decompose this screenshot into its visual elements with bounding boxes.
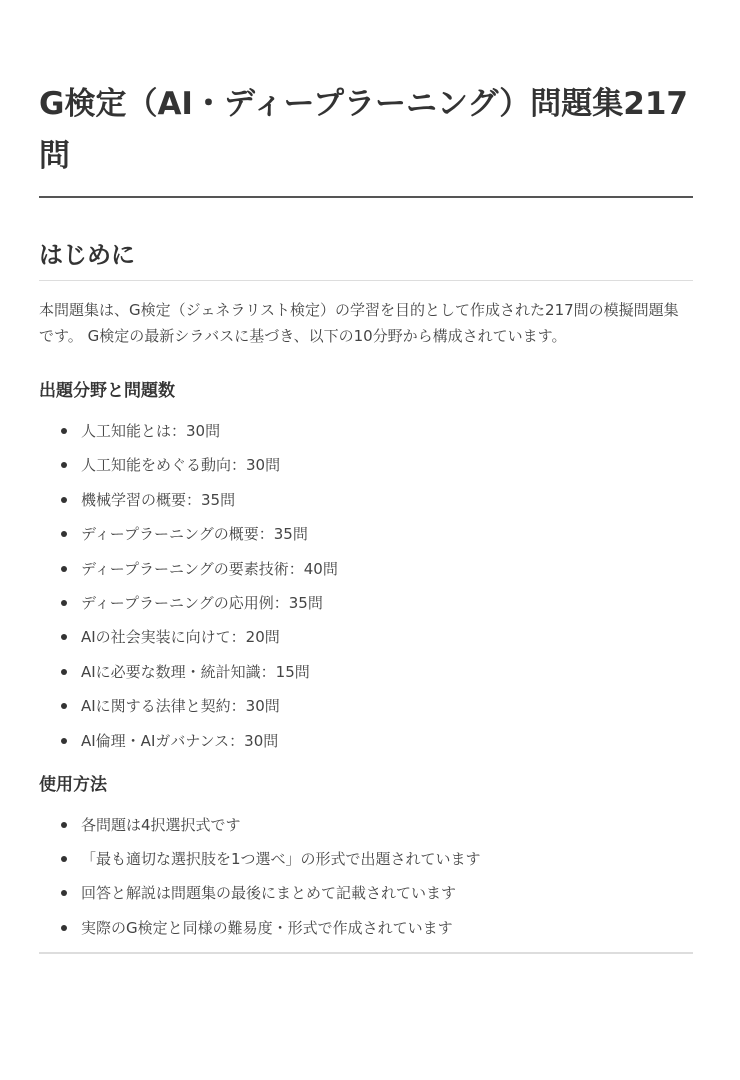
bullet-icon [61,497,67,503]
usage-item-text: 実際のG検定と同様の難易度・形式で作成されています [81,918,453,937]
bullet-icon [61,703,67,709]
bottom-divider [39,952,693,954]
usage-heading: 使用方法 [39,774,107,795]
bullet-icon [61,738,67,744]
field-item-text: ディープラーニングの応用例：35問 [81,593,323,612]
list-item [61,591,693,615]
list-item [61,881,693,905]
bullet-icon [61,669,67,675]
list-item [61,453,693,477]
list-item [61,813,693,837]
bullet-icon [61,822,67,828]
document-content [39,78,693,954]
list-item [61,660,693,684]
field-item-text: AI倫理・AIガバナンス：30問 [81,731,279,750]
field-item-text: AIに必要な数理・統計知識：15問 [81,662,310,681]
field-item-text: 機械学習の概要：35問 [81,490,236,509]
intro-heading: はじめに [39,238,693,281]
list-item [61,694,693,718]
bullet-icon [61,856,67,862]
field-item-text: ディープラーニングの要素技術：40問 [81,559,338,578]
bullet-icon [61,634,67,640]
bullet-icon [61,428,67,434]
bullet-icon [61,531,67,537]
usage-item-text: 各問題は4択選択式です [81,815,241,834]
usage-item-text: 「最も適切な選択肢を1つ選べ」の形式で出題されています [81,849,481,868]
bullet-icon [61,462,67,468]
list-item [61,916,693,940]
list-item [61,729,693,753]
bullet-icon [61,600,67,606]
fields-heading: 出題分野と問題数 [39,381,175,401]
list-item [61,419,693,443]
intro-paragraph: 本問題集は、G検定（ジェネラリスト検定）の学習を目的として作成された217問の模擬問題集です。 G検定の最新シラバスに基づき、以下の10分野から構成されています。 [39,301,679,345]
usage-list [39,813,693,940]
list-item [61,847,693,871]
list-item [61,522,693,546]
list-item [61,557,693,581]
usage-item-text: 回答と解説は問題集の最後にまとめて記載されています [81,884,457,903]
field-item-text: 人工知能をめぐる動向：30問 [81,456,281,475]
document-title: G検定（AI・ディープラーニング）問題集217問 [39,78,693,198]
field-item-text: AIの社会実装に向けて：20問 [81,628,280,647]
field-item-text: 人工知能とは：30問 [81,422,221,440]
bullet-icon [61,890,67,896]
bullet-icon [61,925,67,931]
fields-list [39,419,693,753]
field-item-text: ディープラーニングの概要：35問 [81,525,308,544]
bullet-icon [61,566,67,572]
list-item [61,625,693,649]
field-item-text: AIに関する法律と契約：30問 [81,697,280,716]
list-item [61,488,693,512]
